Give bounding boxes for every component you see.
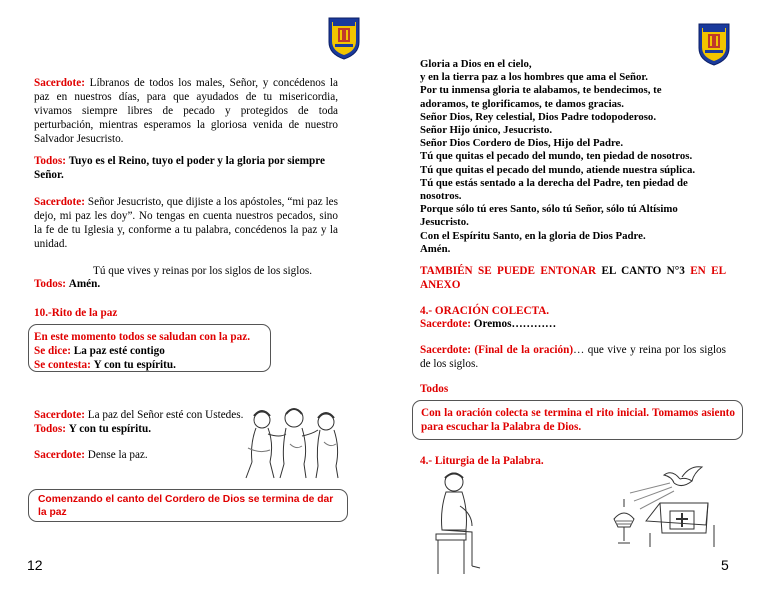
todos-response-2 — [34, 277, 234, 291]
response-text: Tuyo es el Reino, tuyo el poder y la gloria por siempre Señor. — [34, 155, 326, 181]
instruction-box-paz-content — [34, 330, 270, 372]
box-text: La paz esté contigo — [73, 345, 165, 357]
bible-dove-illustration — [610, 463, 720, 549]
prayer-text: Tú que vives y reinas por los siglos de los siglos. — [93, 265, 313, 277]
right-page — [384, 0, 768, 594]
hymn-line: Tú que quitas el pecado del mundo, atiende nuestra súplica. — [420, 163, 696, 176]
response-text: Amén. — [68, 278, 101, 290]
instruction-box-cordero-text: Comenzando el canto del Cordero de Dios se termina de dar la paz — [38, 494, 334, 518]
hymn-line: Porque sólo tú eres Santo, sólo tú Señor, sólo tú Altísimo — [420, 203, 678, 216]
gloria-hymn — [420, 58, 730, 256]
rito-de-la-paz-heading: 10.-Rito de la paz — [34, 307, 118, 319]
note-black-text: EL CANTO N°3 — [601, 265, 685, 277]
hymn-line: Señor Dios Cordero de Dios, Hijo del Padre. — [420, 137, 624, 150]
speaker-label: Todos: — [34, 155, 66, 167]
hymn-line: Por tu inmensa gloria te alabamos, te bendecimos, te — [420, 84, 662, 97]
hymn-line: Amén. — [420, 242, 451, 255]
seated-person-illustration — [432, 470, 492, 576]
hymn-line: Gloria a Dios en el cielo, — [420, 58, 532, 70]
hymn-line: y en la tierra paz a los hombres que ama el Señor. — [420, 71, 648, 84]
sacerdote-prayer-3 — [34, 408, 254, 422]
hymn-line: Tú que estás sentado a la derecha del Padre, ten piedad de — [420, 176, 688, 189]
final-de-la-oracion — [420, 343, 726, 371]
tambien-note — [420, 264, 726, 292]
box-line — [34, 344, 270, 358]
school-crest-logo — [327, 16, 361, 60]
colecta-sacerdote — [420, 317, 670, 331]
box-text: Y con tu espíritu. — [93, 359, 176, 371]
box-label: Se contesta: — [34, 359, 91, 371]
todos-response-3 — [34, 422, 234, 436]
speaker-label: Todos: — [34, 423, 66, 435]
prayer-text: La paz del Señor esté con Ustedes. — [87, 409, 244, 421]
speaker-label: Todos: — [34, 278, 66, 290]
sacerdote-prayer-1 — [34, 76, 338, 146]
speaker-label: Sacerdote: — [34, 449, 85, 461]
speaker-label: Sacerdote: — [420, 318, 471, 330]
box-line — [34, 358, 270, 372]
page-number: 5 — [721, 557, 729, 573]
liturgia-heading: 4.- Liturgia de la Palabra. — [420, 455, 544, 467]
hymn-line: Con el Espíritu Santo, en la gloria de Dios Padre. — [420, 229, 646, 242]
speaker-label: Sacerdote: — [34, 77, 85, 89]
page-number: 12 — [27, 557, 43, 573]
oracion-colecta-heading: 4.- ORACIÓN COLECTA. — [420, 305, 550, 317]
box-line: En este momento todos se saludan con la paz. — [34, 331, 250, 343]
box-label: Se dice: — [34, 345, 71, 357]
prayer-text: Dense la paz. — [87, 449, 148, 461]
note-red-text: ANEXO — [420, 279, 461, 291]
speaker-label: Sacerdote: (Final de la oración) — [420, 344, 574, 356]
sacerdote-prayer-4 — [34, 448, 234, 462]
instruction-box-colecta-text: Con la oración colecta se termina el rito inicial. Tomamos asiento para escuchar la Palabra de Dios. — [421, 407, 735, 433]
todos-response-1 — [34, 154, 340, 182]
prayer-text: … que vive y reina por los siglos de los siglos. — [420, 344, 726, 370]
todos-label: Todos — [420, 383, 449, 395]
sacerdote-prayer-2 — [34, 195, 338, 251]
hymn-line: Tú que quitas el pecado del mundo, ten piedad de nosotros. — [420, 150, 693, 163]
prayer-text: Oremos………… — [473, 318, 557, 330]
hymn-line: adoramos, te glorificamos, te damos gracias. — [420, 97, 624, 110]
people-greeting-illustration — [240, 404, 348, 480]
hymn-line: Señor Dios, Rey celestial, Dios Padre todopoderoso. — [420, 110, 657, 123]
prayer-text: Señor Jesucristo, que dijiste a los apóstoles, “mi paz les dejo, mi paz les doy”. No tengas en cuenta nuestros pecados, sino la fe de tu Iglesia y, conforme a tu palabra, concédenos la paz y la unidad. — [34, 196, 339, 250]
hymn-line: Jesucristo. — [420, 216, 469, 229]
hymn-line: nosotros. — [420, 190, 462, 203]
speaker-label: Sacerdote: — [34, 409, 85, 421]
response-text: Y con tu espíritu. — [68, 423, 151, 435]
note-red-text: EN EL — [690, 265, 727, 277]
hymn-line: Señor Hijo único, Jesucristo. — [420, 124, 553, 137]
note-red-text: TAMBIÉN SE PUEDE ENTONAR — [420, 265, 597, 277]
sacerdote-prayer-2-ending — [93, 264, 343, 278]
speaker-label: Sacerdote: — [34, 196, 85, 208]
prayer-text: Líbranos de todos los males, Señor, y concédenos la paz en nuestros días, para que ayudados de tu misericordia, vivamos siempre libres de pecado y protegidos de toda perturbación, mientras esperamos la gloriosa venida de nuestro Salvador Jesucristo. — [34, 77, 339, 145]
